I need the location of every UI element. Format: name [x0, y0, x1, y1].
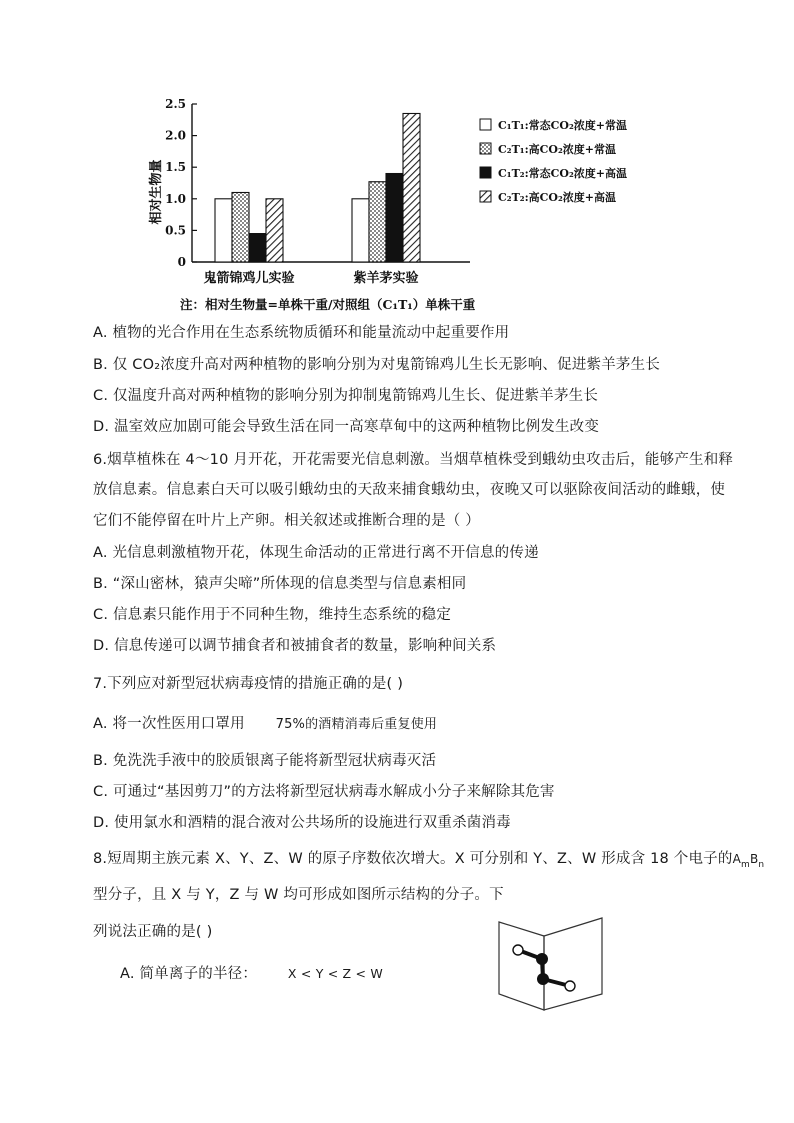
legend-label: C₂T₂:高CO₂浓度+高温 [498, 191, 617, 204]
q7-option-a-text: A. 将一次性医用口罩用 [93, 716, 245, 732]
legend-swatch [480, 143, 491, 154]
legend-swatch [480, 167, 491, 178]
chart-axes [165, 97, 470, 269]
q7-option-d: D. 使用氯水和酒精的混合液对公共场所的设施进行双重杀菌消毒 [93, 815, 511, 831]
q6-stem-line1: 6.烟草植株在 4～10 月开花，开花需要光信息刺激。当烟草植株受到蛾幼虫攻击后，能够产生和释 [93, 452, 734, 468]
x-category-label: 紫羊茅实验 [353, 271, 419, 286]
formula-m: m [741, 859, 750, 870]
bar [249, 234, 266, 262]
bar [232, 192, 249, 262]
atom-dark-2 [537, 973, 549, 985]
q5-option-b: B. 仅 CO₂浓度升高对两种植物的影响分别为对鬼箭锦鸡儿生长无影响、促进紫羊茅生长 [93, 357, 661, 373]
legend-swatch [480, 119, 491, 130]
legend-label: C₂T₁:高CO₂浓度+常温 [498, 143, 617, 156]
q8-option-a-value: X < Y < Z < W [287, 966, 383, 981]
chart-bars [203, 113, 420, 286]
bar [369, 182, 386, 262]
left-plane [499, 922, 544, 1010]
y-tick-label: 0 [177, 255, 186, 269]
q7-option-a [93, 712, 437, 733]
q8-stem-line2: 型分子，且 X 与 Y，Z 与 W 均可形成如图所示结构的分子。下 [93, 887, 504, 903]
bar [352, 199, 369, 262]
q5-option-a: A. 植物的光合作用在生态系统物质循环和能量流动中起重要作用 [93, 325, 510, 341]
q6-stem-line3: 它们不能停留在叶片上产卵。相关叙述或推断合理的是（ ） [93, 513, 481, 529]
q8-option-a-label: A. 简单离子的半径： [120, 966, 258, 982]
legend-swatch [480, 191, 491, 202]
chart-note: 注：相对生物量=单株干重/对照组（C₁T₁）单株干重 [180, 297, 476, 312]
q7-stem: 7.下列应对新型冠状病毒疫情的措施正确的是( ) [93, 676, 404, 692]
right-plane [544, 918, 602, 1010]
bar [215, 199, 232, 262]
atom-light-2 [565, 981, 575, 991]
q6-option-c: C. 信息素只能作用于不同种生物，维持生态系统的稳定 [93, 607, 452, 623]
bar [386, 174, 403, 262]
q8-stem-text: 8.短周期主族元素 X、Y、Z、W 的原子序数依次增大。X 可分别和 Y、Z、W 形成含 18 个电子的 [93, 851, 733, 867]
q8-option-a [120, 962, 383, 983]
y-tick-label: 2.5 [165, 97, 186, 111]
q6-option-b: B. “深山密林，猿声尖啼”所体现的信息类型与信息素相同 [93, 576, 467, 592]
bar-chart [140, 92, 660, 317]
molecule-structure-figure [494, 914, 614, 1014]
q7-option-c: C. 可通过“基因剪刀”的方法将新型冠状病毒水解成小分子来解除其危害 [93, 784, 555, 800]
y-axis-label: 相对生物量 [149, 159, 164, 225]
q5-option-d: D. 温室效应加剧可能会导致生活在同一高寒草甸中的这两种植物比例发生改变 [93, 419, 600, 435]
atom-light-1 [513, 945, 523, 955]
y-tick-label: 1.0 [165, 191, 186, 206]
q6-option-a: A. 光信息刺激植物开花，体现生命活动的正常进行离不开信息的传递 [93, 545, 539, 561]
formula-n: n [758, 859, 765, 870]
q6-stem-line2: 放信息素。信息素白天可以吸引蛾幼虫的天敌来捕食蛾幼虫，夜晚又可以驱除夜间活动的雌蛾，使 [93, 482, 726, 498]
legend-label: C₁T₂:常态CO₂浓度+高温 [498, 167, 628, 180]
q7-option-a-text-cont: 75%的酒精消毒后重复使用 [275, 717, 438, 732]
bar [403, 113, 420, 262]
chart-legend [480, 118, 627, 204]
bar [266, 199, 283, 262]
formula-a: A [732, 852, 741, 866]
q6-option-d: D. 信息传递可以调节捕食者和被捕食者的数量，影响种间关系 [93, 638, 497, 654]
q8-stem-line3: 列说法正确的是( ) [93, 924, 213, 940]
y-tick-label: 0.5 [165, 223, 186, 238]
q5-option-c: C. 仅温度升高对两种植物的影响分别为抑制鬼箭锦鸡儿生长、促进紫羊茅生长 [93, 388, 599, 404]
atom-dark-1 [536, 953, 548, 965]
q8-stem-line1 [93, 847, 764, 870]
y-tick-label: 2.0 [165, 128, 186, 143]
q7-option-b: B. 免洗洗手液中的胶质银离子能将新型冠状病毒灭活 [93, 753, 437, 769]
legend-label: C₁T₁:常态CO₂浓度+常温 [498, 119, 628, 132]
formula-b: B [749, 852, 759, 866]
x-category-label: 鬼箭锦鸡儿实验 [203, 271, 295, 286]
y-tick-label: 1.5 [165, 160, 186, 175]
